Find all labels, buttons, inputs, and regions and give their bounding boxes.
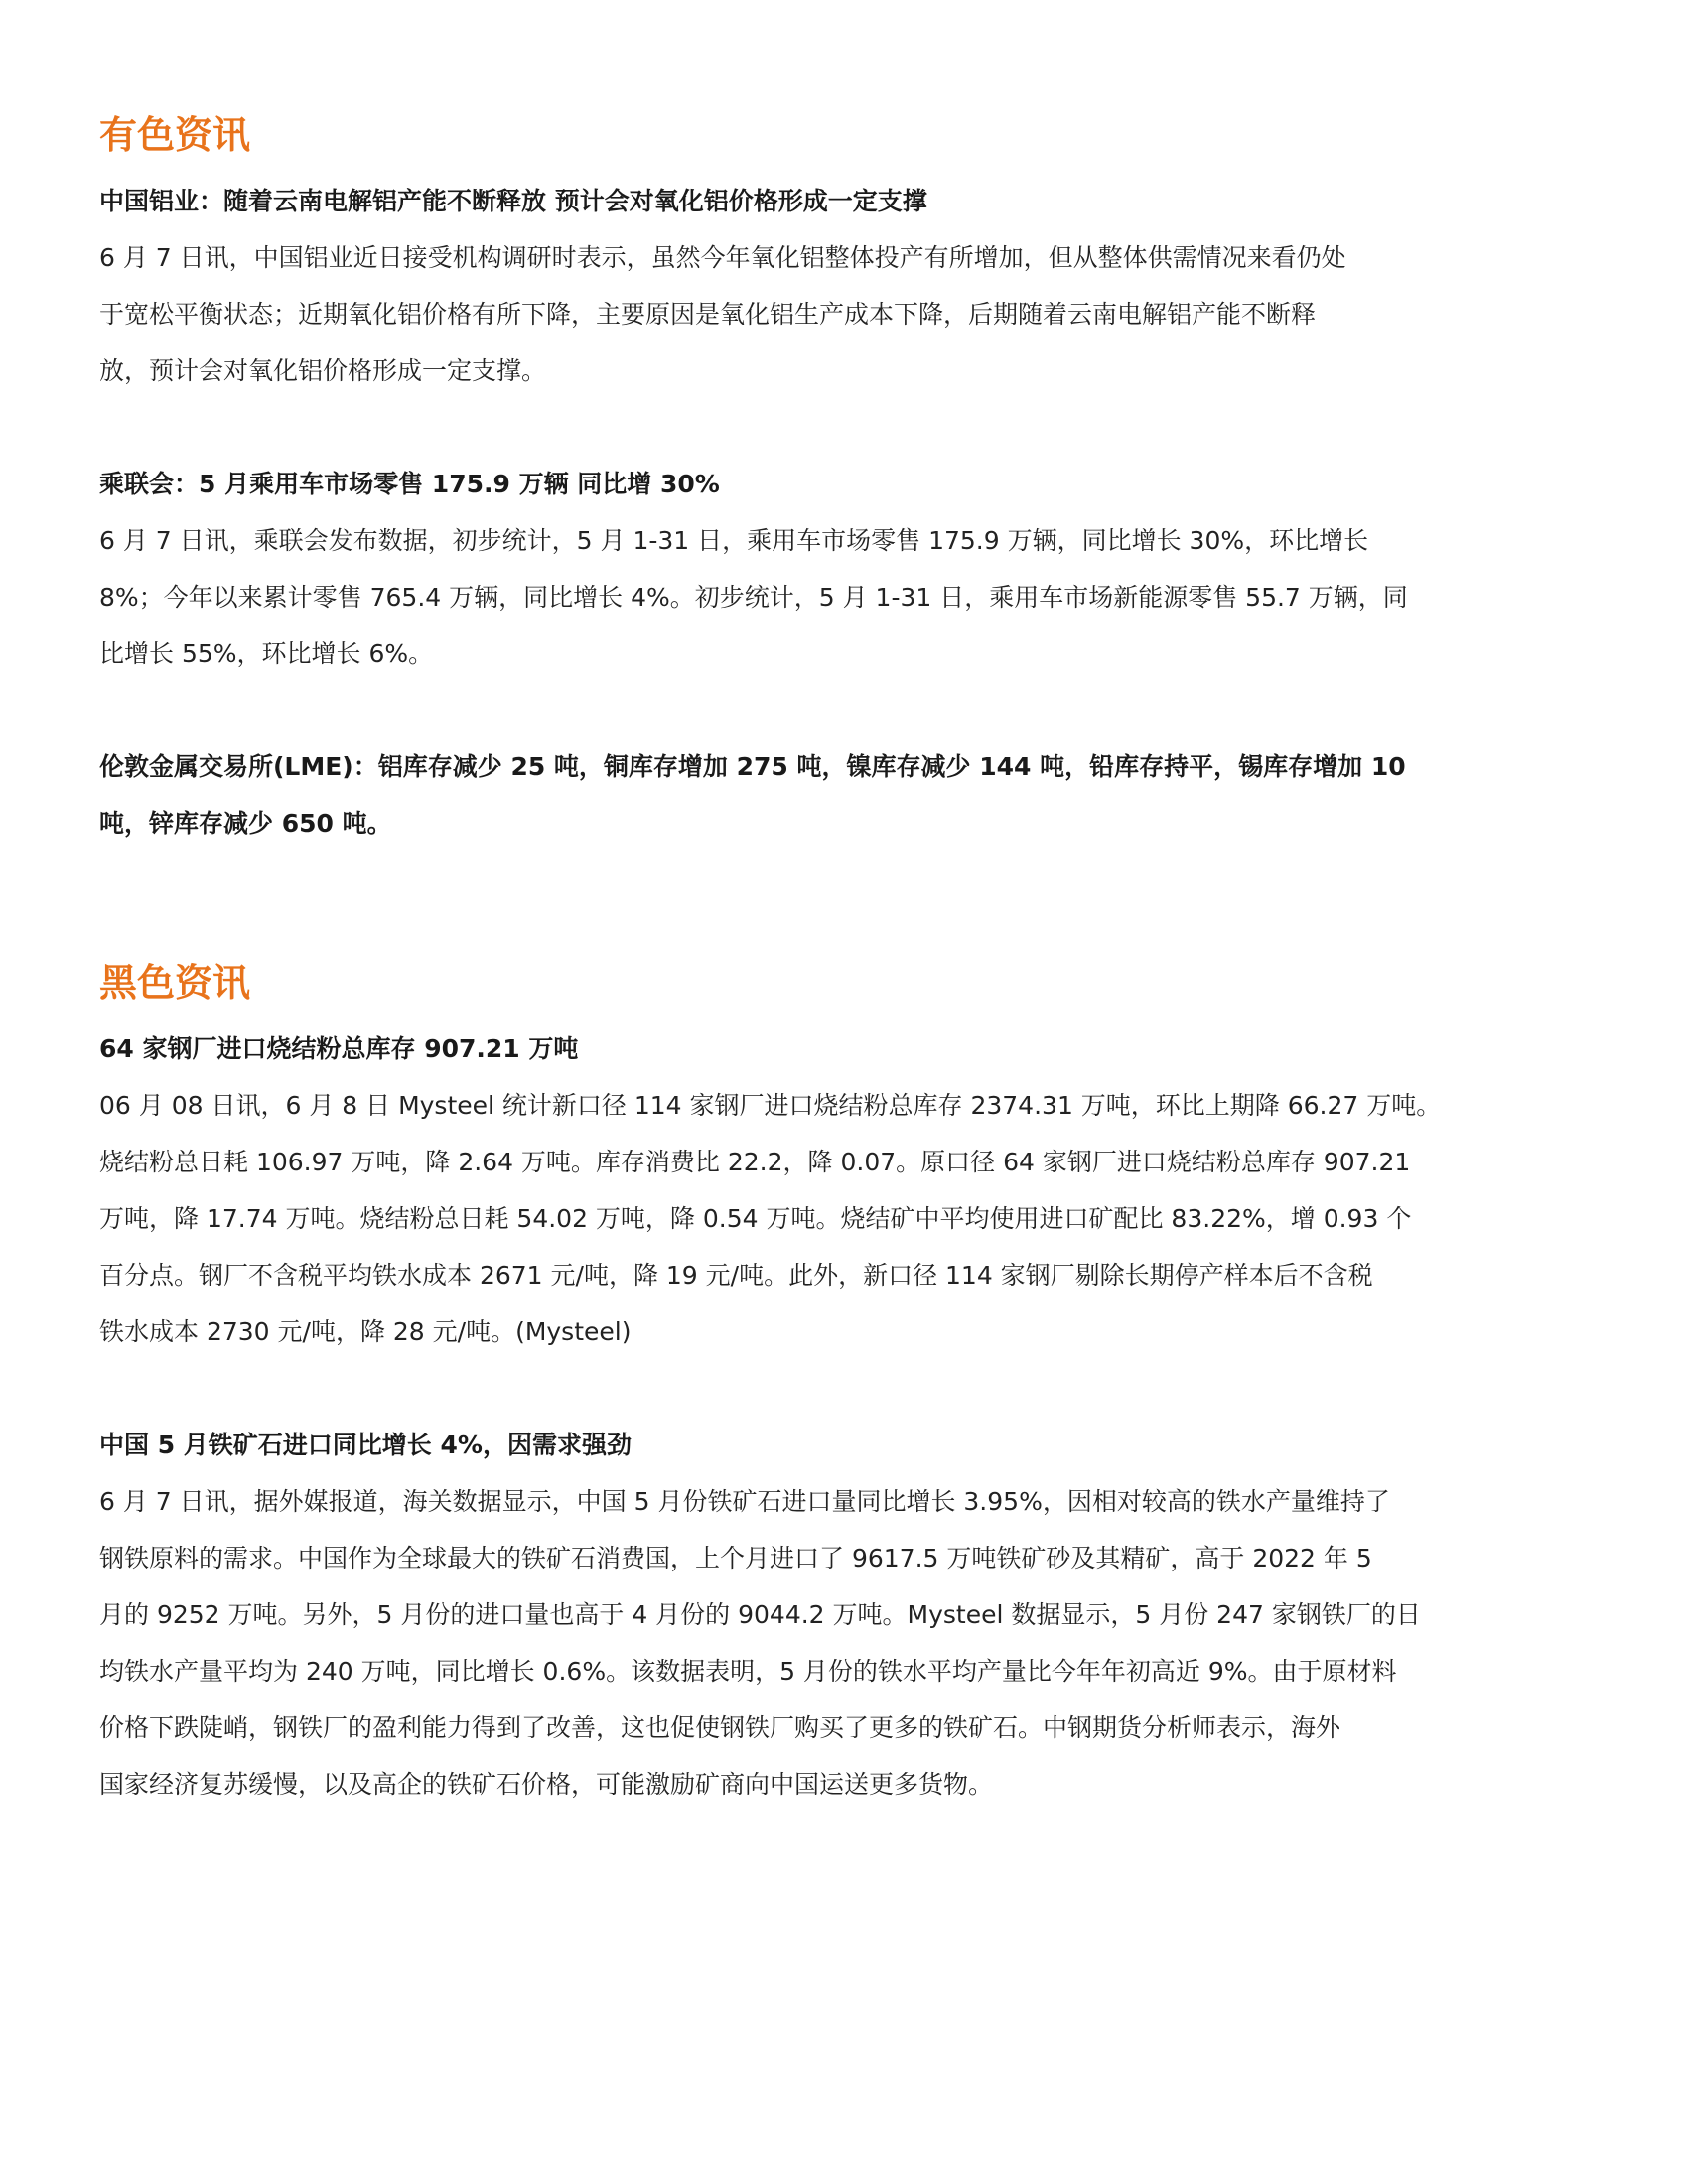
- section-title-ferrous: 黑色资讯: [99, 961, 251, 1005]
- news-line: 国家经济复苏缓慢，以及高企的铁矿石价格，可能激励矿商向中国运送更多货物。: [99, 1770, 994, 1799]
- news-line: 烧结粉总日耗 106.97 万吨，降 2.64 万吨。库存消费比 22.2，降 0.07。原口径 64 家钢厂进口烧结粉总库存 907.21: [99, 1148, 1411, 1176]
- news-line: 6 月 7 日讯，乘联会发布数据，初步统计，5 月 1-31 日，乘用车市场零售 175.9 万辆，同比增长 30%，环比增长: [99, 526, 1369, 555]
- news-line: 06 月 08 日讯，6 月 8 日 Mysteel 统计新口径 114 家钢厂进口烧结粉总库存 2374.31 万吨，环比上期降 66.27 万吨。: [99, 1091, 1442, 1120]
- news-line: 6 月 7 日讯，中国铝业近日接受机构调研时表示，虽然今年氧化铝整体投产有所增加，但从整体供需情况来看仍处: [99, 243, 1346, 272]
- document-body: [99, 107, 1559, 1813]
- news-headline: 64 家钢厂进口烧结粉总库存 907.21 万吨: [99, 1034, 579, 1063]
- news-line: 钢铁原料的需求。中国作为全球最大的铁矿石消费国，上个月进口了 9617.5 万吨铁矿砂及其精矿，高于 2022 年 5: [99, 1544, 1372, 1572]
- news-line: 6 月 7 日讯，据外媒报道，海关数据显示，中国 5 月份铁矿石进口量同比增长 3.95%，因相对较高的铁水产量维持了: [99, 1487, 1390, 1516]
- news-headline-line: 伦敦金属交易所(LME)：铝库存减少 25 吨，铜库存增加 275 吨，镍库存减少 144 吨，铅库存持平，锡库存增加 10: [99, 752, 1406, 781]
- news-line: 价格下跌陡峭，钢铁厂的盈利能力得到了改善，这也促使钢铁厂购买了更多的铁矿石。中钢期货分析师表示，海外: [99, 1713, 1341, 1742]
- news-line: 月的 9252 万吨。另外，5 月份的进口量也高于 4 月份的 9044.2 万吨。Mysteel 数据显示，5 月份 247 家钢铁厂的日: [99, 1600, 1421, 1629]
- news-item: [99, 1417, 1559, 1813]
- news-headline: 乘联会：5 月乘用车市场零售 175.9 万辆 同比增 30%: [99, 470, 720, 498]
- news-item: [99, 1021, 1559, 1360]
- news-line: 8%；今年以来累计零售 765.4 万辆，同比增长 4%。初步统计，5 月 1-31 日，乘用车市场新能源零售 55.7 万辆，同: [99, 583, 1408, 612]
- news-item: [99, 456, 1559, 682]
- news-headline-line: 吨，锌库存减少 650 吨。: [99, 809, 392, 838]
- news-line: 放，预计会对氧化铝价格形成一定支撑。: [99, 356, 547, 385]
- section-title-nonferrous: 有色资讯: [99, 113, 251, 157]
- news-line: 百分点。钢厂不含税平均铁水成本 2671 元/吨，降 19 元/吨。此外，新口径 114 家钢厂剔除长期停产样本后不含税: [99, 1261, 1373, 1290]
- news-line: 比增长 55%，环比增长 6%。: [99, 639, 434, 668]
- news-line: 铁水成本 2730 元/吨，降 28 元/吨。(Mysteel): [99, 1317, 632, 1346]
- news-line: 均铁水产量平均为 240 万吨，同比增长 0.6%。该数据表明，5 月份的铁水平均产量比今年年初高近 9%。由于原材料: [99, 1657, 1397, 1686]
- news-item: [99, 739, 1559, 852]
- news-line: 万吨，降 17.74 万吨。烧结粉总日耗 54.02 万吨，降 0.54 万吨。烧结矿中平均使用进口矿配比 83.22%，增 0.93 个: [99, 1204, 1412, 1233]
- news-headline: 中国铝业：随着云南电解铝产能不断释放 预计会对氧化铝价格形成一定支撑: [99, 187, 927, 215]
- news-headline: 中国 5 月铁矿石进口同比增长 4%，因需求强劲: [99, 1431, 632, 1459]
- news-item: [99, 173, 1559, 399]
- news-line: 于宽松平衡状态；近期氧化铝价格有所下降，主要原因是氧化铝生产成本下降，后期随着云南电解铝产能不断释: [99, 300, 1317, 329]
